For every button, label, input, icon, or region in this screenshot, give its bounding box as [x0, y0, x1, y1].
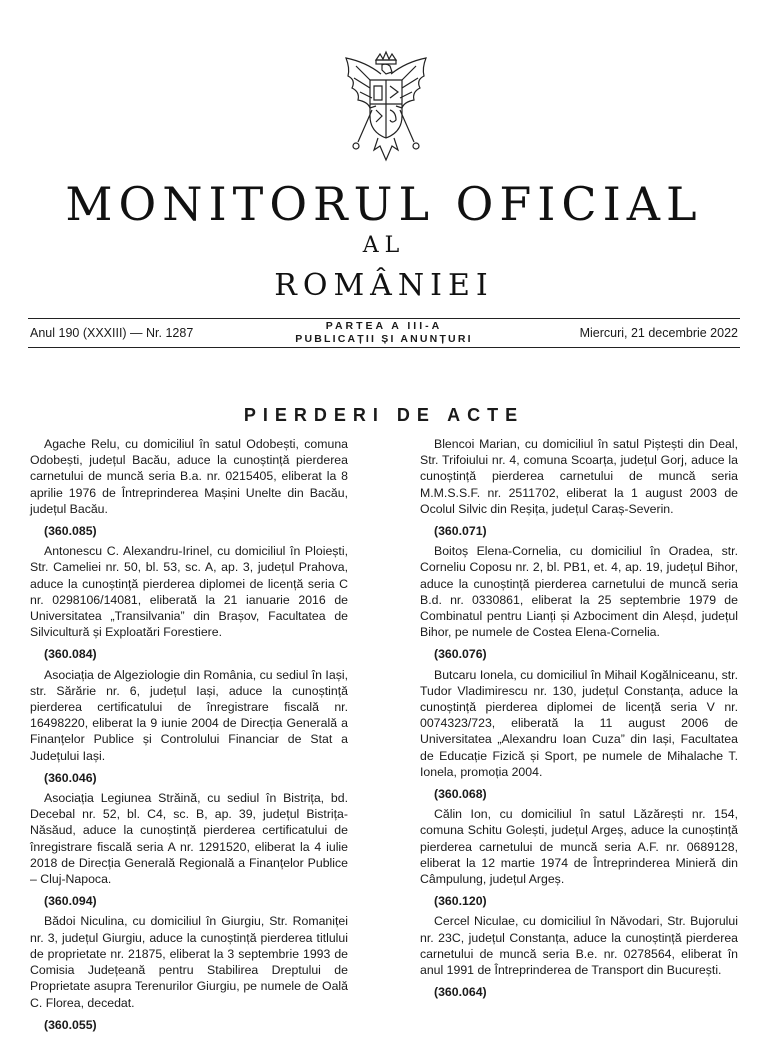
notice-text: Cercel Niculae, cu domiciliul în Năvodari, Str. Bujorului nr. 23C, județul Constanța, aduce la cunoștință pierderea carnetului de muncă seria B.e. nr. 0278564, eliberat în anul 1991 de Întreprinderea de Transport din București. [420, 914, 738, 978]
issue-number: Anul 190 (XXXIII) — Nr. 1287 [30, 326, 194, 340]
notice-code: (360.068) [434, 787, 487, 802]
coat-of-arms-icon [336, 50, 436, 168]
notice-entry [420, 913, 738, 1000]
notice-code: (360.094) [44, 894, 97, 909]
notice-entry [30, 543, 348, 662]
publication-country: ROMÂNIEI [274, 268, 494, 303]
publication-subtitle-al: AL [362, 233, 406, 258]
section-title: PIERDERI DE ACTE [243, 405, 525, 425]
notice-entry [420, 667, 738, 803]
notice-code: (360.076) [434, 647, 487, 662]
left-column [30, 436, 348, 1037]
part-line-2: PUBLICAȚII ȘI ANUNȚURI [295, 333, 473, 345]
notice-code: (360.084) [44, 647, 97, 662]
notice-code: (360.064) [434, 985, 487, 1000]
notice-entry [30, 667, 348, 786]
notice-text: Boitoș Elena-Cornelia, cu domiciliul în Oradea, str. Corneliu Coposu nr. 2, bl. PB1, et. 4, ap. 19, județul Bihor, aduce la cunoștință pierderea carnetului de muncă seria B.d. nr. 0330861, eliberat la 25 septembrie 1979 de Combinatul pentru Lianți și Azbociment din Aleșd, județul Bihor, pe numele de Costea Elena-Cornelia. [420, 544, 738, 640]
notice-code: (360.071) [434, 524, 487, 539]
notice-text: Călin Ion, cu domiciliul în satul Lăzărești nr. 154, comuna Schitu Golești, județul Argeș, aduce la cunoștință pierderea carnetului de muncă seria A.F. nr. 0689128, eliberat la 12 martie 1974 de Întreprinderea Minieră din Câmpulung, județul Argeș. [420, 807, 738, 887]
notice-text: Asociația de Algeziologie din România, cu sediul în Iași, str. Sărărie nr. 6, județul Iași, aduce la cunoștință pierderea certificatului de înregistrare fiscală nr. 16498220, eliberat la 9 iunie 2004 de Direcția Generală a Finanțelor Publice și Controlului Financiar de Stat a Județului Iași. [30, 667, 348, 763]
part-label [250, 320, 518, 346]
notice-text: Agache Relu, cu domiciliul în satul Odobești, comuna Odobești, județul Bacău, aduce la cunoștință pierderea carnetului de muncă seria B.a. nr. 0215405, eliberat la 8 aprilie 1976 de Întreprinderea Mașini Unelte din Bacău, județul Bacău. [30, 437, 348, 516]
notice-entry [30, 790, 348, 909]
header-rule-bottom [28, 347, 740, 348]
notice-entry [30, 913, 348, 1032]
notice-text: Butcaru Ionela, cu domiciliul în Mihail Kogălniceanu, str. Tudor Vladimirescu nr. 130, județul Constanța, aduce la cunoștință pierderea diplomei de licență seria V nr. 0074323/723, eliberată la 11 august 2006 de Universitatea „Alexandru Ioan Cuza” din Iași, Facultatea de Educație Fizică și Sport, pe numele de Mihalache T. Ionela, promoția 2004. [420, 667, 738, 779]
notice-text: Asociația Legiunea Străină, cu sediul în Bistrița, bd. Decebal nr. 52, bl. C4, sc. B, ap. 39, județul Bistrița-Năsăud, aduce la cunoștință pierderea certificatului de înregistrare fiscală seria A nr. 1291520, eliberat la 4 iulie 2018 de Direcția Generală Regională a Finanțelor Publice – Cluj-Napoca. [30, 791, 348, 887]
right-column [420, 436, 738, 1005]
issue-date: Miercuri, 21 decembrie 2022 [579, 326, 738, 340]
publication-title: MONITORUL OFICIAL [65, 177, 703, 231]
notice-text: Antonescu C. Alexandru-Irinel, cu domiciliul în Ploiești, Str. Cameliei nr. 50, bl. 53, sc. A, ap. 3, județul Prahova, aduce la cunoștință pierderea diplomei de licență seria C nr. 0298106/14081, eliberată la 21 ianuarie 2016 de Universitatea „Transilvania” din Brașov, Facultatea de Silvicultură și Exploatări Forestiere. [30, 544, 348, 640]
header-rule-top [28, 318, 740, 319]
notice-code: (360.046) [44, 770, 97, 785]
notice-text: Blencoi Marian, cu domiciliul în satul Piștești din Deal, Str. Trifoiului nr. 4, comuna Scoarța, județul Gorj, aduce la cunoștință pierderea carnetului de muncă seria M.M.S.S.F. nr. 2511702, eliberat la 1 august 2003 de Ocolul Silvic din Reșița, județul Caraș-Severin. [420, 437, 738, 516]
notice-code: (360.120) [434, 894, 487, 909]
notice-entry [420, 543, 738, 662]
notice-entry [30, 436, 348, 539]
notice-entry [420, 806, 738, 909]
notice-code: (360.055) [44, 1017, 97, 1032]
notice-entry [420, 436, 738, 539]
part-line-1: PARTEA A III-A [325, 320, 443, 332]
notice-code: (360.085) [44, 524, 97, 539]
notice-text: Bădoi Niculina, cu domiciliul în Giurgiu, Str. Romaniței nr. 3, județul Giurgiu, aduce la cunoștință pierderea titlului de proprietate nr. 21875, eliberat la 3 septembrie 1993 de Comisia Județeană pentru Stabilirea Dreptului de Proprietate asupra Terenurilor Giurgiu, pe numele de Oală C. Florea, decedat. [30, 914, 348, 1010]
